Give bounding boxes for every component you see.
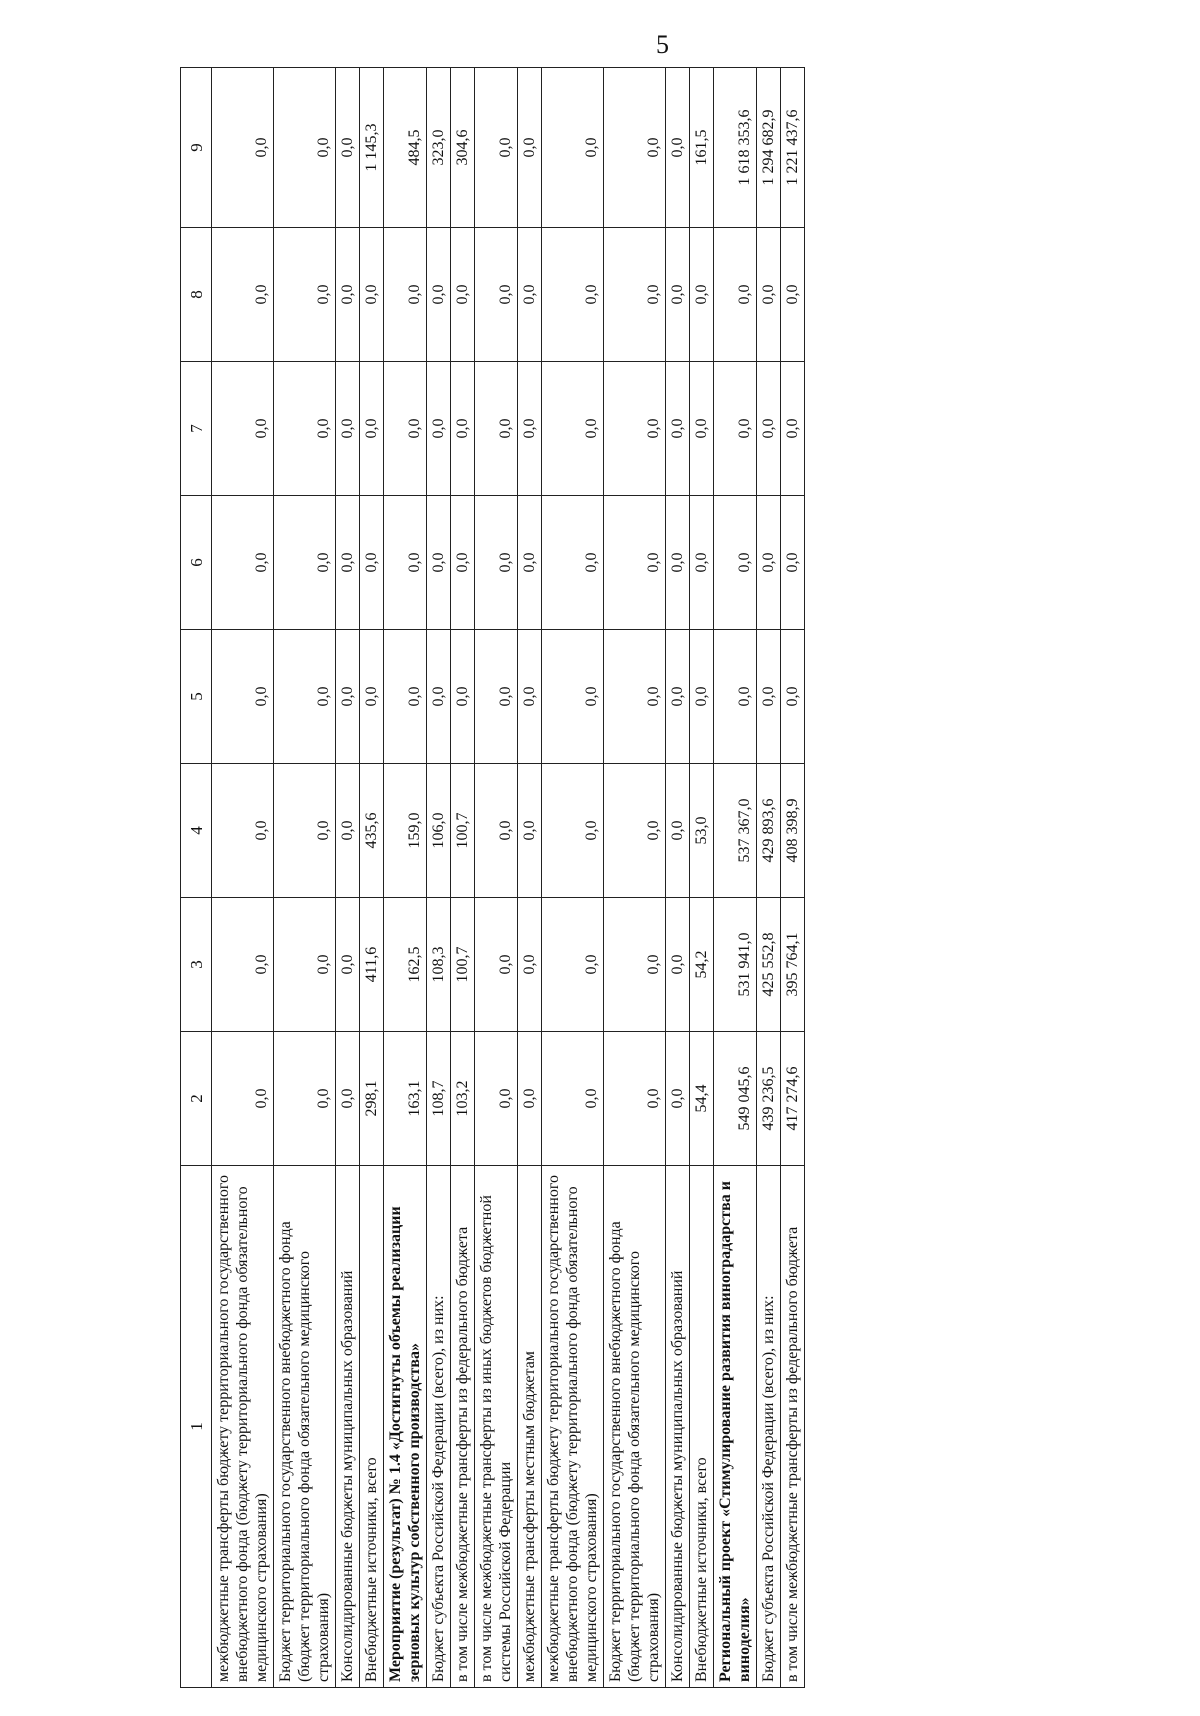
row-label: Внебюджетные источники, всего (690, 1166, 714, 1688)
value-cell-col-8: 0,0 (384, 228, 427, 362)
value-cell-col-6: 0,0 (475, 496, 518, 630)
row-label: Региональный проект «Стимулирование развития виноградарства и виноделия» (714, 1166, 757, 1688)
table-row (518, 68, 542, 1688)
value-cell-col-3: 395 764,1 (781, 898, 805, 1032)
value-cell-col-7: 0,0 (427, 362, 451, 496)
table-row (427, 68, 451, 1688)
row-label: Мероприятие (результат) № 1.4 «Достигнуты объемы реализации зерновых культур собственного производства» (384, 1166, 427, 1688)
value-cell-col-3: 0,0 (274, 898, 336, 1032)
value-cell-col-5: 0,0 (384, 630, 427, 764)
value-cell-col-4: 537 367,0 (714, 764, 757, 898)
value-cell-col-6: 0,0 (714, 496, 757, 630)
value-cell-col-4: 0,0 (274, 764, 336, 898)
row-label: в том числе межбюджетные трансферты из федерального бюджета (451, 1166, 475, 1688)
value-cell-col-6: 0,0 (360, 496, 384, 630)
header-row (181, 68, 212, 1688)
value-cell-col-6: 0,0 (451, 496, 475, 630)
value-cell-col-8: 0,0 (212, 228, 274, 362)
table-row (451, 68, 475, 1688)
value-cell-col-6: 0,0 (757, 496, 781, 630)
value-cell-col-5: 0,0 (604, 630, 666, 764)
value-cell-col-6: 0,0 (690, 496, 714, 630)
value-cell-col-7: 0,0 (757, 362, 781, 496)
column-header-1: 1 (181, 1166, 212, 1688)
value-cell-col-2: 439 236,5 (757, 1032, 781, 1166)
row-label: в том числе межбюджетные трансферты из федерального бюджета (781, 1166, 805, 1688)
value-cell-col-8: 0,0 (451, 228, 475, 362)
value-cell-col-7: 0,0 (274, 362, 336, 496)
value-cell-col-9: 0,0 (542, 68, 604, 228)
value-cell-col-8: 0,0 (690, 228, 714, 362)
value-cell-col-6: 0,0 (542, 496, 604, 630)
table-row (212, 68, 274, 1688)
value-cell-col-7: 0,0 (604, 362, 666, 496)
column-header-3: 3 (181, 898, 212, 1032)
value-cell-col-2: 108,7 (427, 1032, 451, 1166)
value-cell-col-9: 0,0 (604, 68, 666, 228)
value-cell-col-4: 0,0 (475, 764, 518, 898)
value-cell-col-7: 0,0 (336, 362, 360, 496)
table-row (336, 68, 360, 1688)
value-cell-col-3: 162,5 (384, 898, 427, 1032)
value-cell-col-5: 0,0 (212, 630, 274, 764)
value-cell-col-8: 0,0 (714, 228, 757, 362)
value-cell-col-7: 0,0 (212, 362, 274, 496)
value-cell-col-9: 0,0 (666, 68, 690, 228)
value-cell-col-7: 0,0 (781, 362, 805, 496)
value-cell-col-6: 0,0 (336, 496, 360, 630)
value-cell-col-9: 1 618 353,6 (714, 68, 757, 228)
table-row (781, 68, 805, 1688)
value-cell-col-2: 0,0 (475, 1032, 518, 1166)
value-cell-col-3: 100,7 (451, 898, 475, 1032)
value-cell-col-3: 0,0 (212, 898, 274, 1032)
value-cell-col-3: 0,0 (336, 898, 360, 1032)
value-cell-col-9: 0,0 (336, 68, 360, 228)
value-cell-col-4: 100,7 (451, 764, 475, 898)
value-cell-col-5: 0,0 (518, 630, 542, 764)
value-cell-col-7: 0,0 (542, 362, 604, 496)
value-cell-col-6: 0,0 (427, 496, 451, 630)
column-header-6: 6 (181, 496, 212, 630)
value-cell-col-8: 0,0 (666, 228, 690, 362)
value-cell-col-6: 0,0 (518, 496, 542, 630)
value-cell-col-3: 0,0 (604, 898, 666, 1032)
column-header-7: 7 (181, 362, 212, 496)
value-cell-col-4: 0,0 (336, 764, 360, 898)
value-cell-col-9: 0,0 (518, 68, 542, 228)
value-cell-col-9: 1 221 437,6 (781, 68, 805, 228)
column-header-5: 5 (181, 630, 212, 764)
row-label: Бюджет территориального государственного внебюджетного фонда (бюджет территориального фонда обязательного медицинского страхования) (604, 1166, 666, 1688)
table-row (274, 68, 336, 1688)
value-cell-col-8: 0,0 (518, 228, 542, 362)
value-cell-col-2: 417 274,6 (781, 1032, 805, 1166)
rotated-page (180, 68, 1200, 1688)
value-cell-col-4: 0,0 (604, 764, 666, 898)
value-cell-col-3: 0,0 (518, 898, 542, 1032)
value-cell-col-2: 549 045,6 (714, 1032, 757, 1166)
value-cell-col-5: 0,0 (427, 630, 451, 764)
value-cell-col-3: 0,0 (666, 898, 690, 1032)
value-cell-col-7: 0,0 (518, 362, 542, 496)
value-cell-col-8: 0,0 (427, 228, 451, 362)
value-cell-col-8: 0,0 (542, 228, 604, 362)
value-cell-col-4: 159,0 (384, 764, 427, 898)
value-cell-col-6: 0,0 (604, 496, 666, 630)
value-cell-col-8: 0,0 (604, 228, 666, 362)
value-cell-col-5: 0,0 (757, 630, 781, 764)
value-cell-col-2: 0,0 (542, 1032, 604, 1166)
table-row (542, 68, 604, 1688)
value-cell-col-3: 54,2 (690, 898, 714, 1032)
table-row (475, 68, 518, 1688)
value-cell-col-7: 0,0 (451, 362, 475, 496)
value-cell-col-4: 0,0 (212, 764, 274, 898)
value-cell-col-9: 323,0 (427, 68, 451, 228)
value-cell-col-2: 298,1 (360, 1032, 384, 1166)
table-row (690, 68, 714, 1688)
page-number: 5 (656, 30, 669, 59)
value-cell-col-4: 0,0 (666, 764, 690, 898)
value-cell-col-8: 0,0 (781, 228, 805, 362)
value-cell-col-3: 108,3 (427, 898, 451, 1032)
row-label: Бюджет субъекта Российской Федерации (всего), из них: (427, 1166, 451, 1688)
value-cell-col-4: 408 398,9 (781, 764, 805, 898)
value-cell-col-5: 0,0 (274, 630, 336, 764)
value-cell-col-8: 0,0 (475, 228, 518, 362)
value-cell-col-9: 1 294 682,9 (757, 68, 781, 228)
value-cell-col-8: 0,0 (336, 228, 360, 362)
row-label: Бюджет субъекта Российской Федерации (всего), из них: (757, 1166, 781, 1688)
value-cell-col-6: 0,0 (212, 496, 274, 630)
value-cell-col-2: 103,2 (451, 1032, 475, 1166)
value-cell-col-5: 0,0 (542, 630, 604, 764)
value-cell-col-7: 0,0 (360, 362, 384, 496)
row-label: Внебюджетные источники, всего (360, 1166, 384, 1688)
budget-table (180, 67, 805, 1688)
value-cell-col-2: 0,0 (604, 1032, 666, 1166)
value-cell-col-5: 0,0 (360, 630, 384, 764)
column-header-8: 8 (181, 228, 212, 362)
table-row (757, 68, 781, 1688)
value-cell-col-5: 0,0 (475, 630, 518, 764)
value-cell-col-5: 0,0 (690, 630, 714, 764)
value-cell-col-4: 53,0 (690, 764, 714, 898)
value-cell-col-4: 429 893,6 (757, 764, 781, 898)
value-cell-col-3: 0,0 (542, 898, 604, 1032)
row-label: межбюджетные трансферты бюджету территориального государственного внебюджетного фонда (бюджету территориального фонда обязательного медицинского страхования) (542, 1166, 604, 1688)
value-cell-col-5: 0,0 (336, 630, 360, 764)
table-row (666, 68, 690, 1688)
value-cell-col-9: 0,0 (274, 68, 336, 228)
value-cell-col-4: 106,0 (427, 764, 451, 898)
value-cell-col-2: 0,0 (336, 1032, 360, 1166)
row-label: межбюджетные трансферты бюджету территориального государственного внебюджетного фонда (бюджету территориального фонда обязательного медицинского страхования) (212, 1166, 274, 1688)
value-cell-col-2: 0,0 (518, 1032, 542, 1166)
column-header-4: 4 (181, 764, 212, 898)
value-cell-col-9: 0,0 (212, 68, 274, 228)
value-cell-col-2: 163,1 (384, 1032, 427, 1166)
value-cell-col-4: 0,0 (518, 764, 542, 898)
row-label: Консолидированные бюджеты муниципальных образований (666, 1166, 690, 1688)
row-label: межбюджетные трансферты местным бюджетам (518, 1166, 542, 1688)
value-cell-col-9: 304,6 (451, 68, 475, 228)
value-cell-col-3: 531 941,0 (714, 898, 757, 1032)
value-cell-col-6: 0,0 (781, 496, 805, 630)
value-cell-col-6: 0,0 (666, 496, 690, 630)
value-cell-col-7: 0,0 (666, 362, 690, 496)
value-cell-col-9: 1 145,3 (360, 68, 384, 228)
value-cell-col-2: 0,0 (274, 1032, 336, 1166)
row-label: Бюджет территориального государственного внебюджетного фонда (бюджет территориального фонда обязательного медицинского страхования) (274, 1166, 336, 1688)
rotated-content (180, 68, 1010, 1688)
column-header-9: 9 (181, 68, 212, 228)
value-cell-col-7: 0,0 (714, 362, 757, 496)
value-cell-col-3: 425 552,8 (757, 898, 781, 1032)
table-row (360, 68, 384, 1688)
value-cell-col-6: 0,0 (274, 496, 336, 630)
row-label: в том числе межбюджетные трансферты из иных бюджетов бюджетной системы Российской Федерации (475, 1166, 518, 1688)
value-cell-col-5: 0,0 (714, 630, 757, 764)
value-cell-col-5: 0,0 (666, 630, 690, 764)
table-row (714, 68, 757, 1688)
table-row (604, 68, 666, 1688)
value-cell-col-3: 0,0 (475, 898, 518, 1032)
value-cell-col-8: 0,0 (274, 228, 336, 362)
table-row (384, 68, 427, 1688)
value-cell-col-7: 0,0 (384, 362, 427, 496)
value-cell-col-5: 0,0 (781, 630, 805, 764)
value-cell-col-4: 435,6 (360, 764, 384, 898)
value-cell-col-6: 0,0 (384, 496, 427, 630)
value-cell-col-9: 0,0 (475, 68, 518, 228)
value-cell-col-2: 0,0 (212, 1032, 274, 1166)
column-header-2: 2 (181, 1032, 212, 1166)
value-cell-col-7: 0,0 (475, 362, 518, 496)
table-body (212, 68, 805, 1688)
value-cell-col-2: 0,0 (666, 1032, 690, 1166)
row-label: Консолидированные бюджеты муниципальных образований (336, 1166, 360, 1688)
value-cell-col-8: 0,0 (360, 228, 384, 362)
value-cell-col-3: 411,6 (360, 898, 384, 1032)
value-cell-col-7: 0,0 (690, 362, 714, 496)
value-cell-col-4: 0,0 (542, 764, 604, 898)
value-cell-col-5: 0,0 (451, 630, 475, 764)
value-cell-col-2: 54,4 (690, 1032, 714, 1166)
value-cell-col-9: 161,5 (690, 68, 714, 228)
value-cell-col-8: 0,0 (757, 228, 781, 362)
value-cell-col-9: 484,5 (384, 68, 427, 228)
